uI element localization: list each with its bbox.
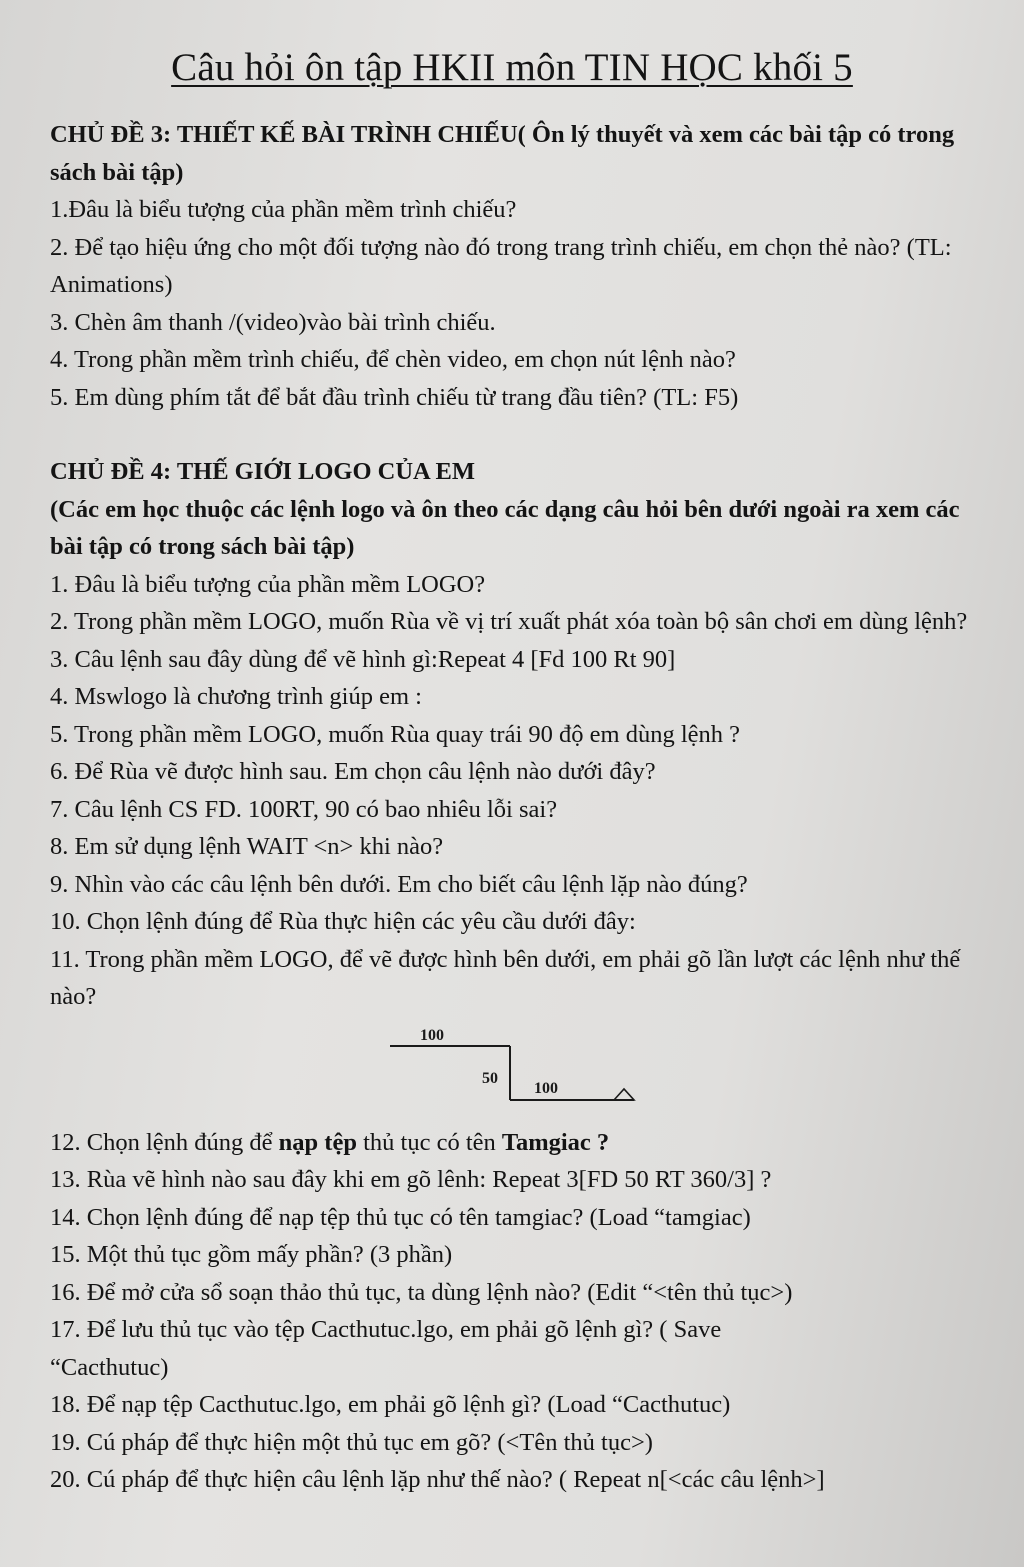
turtle-icon (614, 1089, 634, 1100)
section4-question-4: 4. Mswlogo là chương trình giúp em : (50, 683, 422, 710)
section4-question-3: 3. Câu lệnh sau đây dùng để vẽ hình gì:Repeat 4 [Fd 100 Rt 90] (50, 645, 676, 673)
q12-bold-2: Tamgiac ? (501, 1128, 610, 1156)
section4-question-9: 9. Nhìn vào các câu lệnh bên dưới. Em cho biết câu lệnh lặp nào đúng? (50, 870, 748, 898)
section4-question-16: 16. Để mở cửa sổ soạn thảo thủ tục, ta dùng lệnh nào? (Edit “<tên thủ tục>) (50, 1278, 793, 1306)
section4-question-12 (50, 1124, 970, 1162)
section4-question-11: 11. Trong phần mềm LOGO, để vẽ được hình bên dưới, em phải gõ lần lượt các lệnh như thế nào? (50, 945, 961, 1010)
section4-question-20: 20. Cú pháp để thực hiện câu lệnh lặp như thế nào? ( Repeat n[<các câu lệnh>] (50, 1466, 825, 1493)
section3-question-5: 5. Em dùng phím tắt để bắt đầu trình chiếu từ trang đầu tiên? (TL: F5) (50, 383, 739, 411)
section4-question-15: 15. Một thủ tục gồm mấy phần? (3 phần) (50, 1241, 453, 1268)
section4-question-10: 10. Chọn lệnh đúng để Rùa thực hiện các yêu cầu dưới đây: (50, 908, 636, 935)
section4-question-17: 17. Để lưu thủ tục vào tệp Cacthutuc.lgo, em phải gõ lệnh gì? ( Save “Cacthutuc) (50, 1316, 722, 1381)
logo-path-diagram (386, 1016, 646, 1124)
section4-question-7: 7. Câu lệnh CS FD. 100RT, 90 có bao nhiêu lỗi sai? (50, 795, 558, 823)
q12-text-1: 12. Chọn lệnh đúng để (50, 1128, 279, 1156)
label-top-length: 100 (420, 1026, 444, 1044)
section4-question-18: 18. Để nạp tệp Cacthutuc.lgo, em phải gõ lệnh gì? (Load “Cacthutuc) (50, 1391, 731, 1418)
section4-question-5: 5. Trong phần mềm LOGO, muốn Rùa quay trái 90 độ em dùng lệnh ? (50, 720, 741, 748)
section3-question-1: 1.Đâu là biểu tượng của phần mềm trình chiếu? (50, 196, 517, 223)
section4-question-13: 13. Rùa vẽ hình nào sau đây khi em gõ lênh: Repeat 3[FD 50 RT 360/3] ? (50, 1166, 772, 1193)
document-body (50, 116, 970, 1499)
section3-question-2: 2. Để tạo hiệu ứng cho một đối tượng nào đó trong trang trình chiếu, em chọn thẻ nào? (TL: Animations) (50, 233, 952, 298)
section4-question-1: 1. Đâu là biểu tượng của phần mềm LOGO? (50, 570, 486, 598)
logo-path-figure (50, 1016, 970, 1124)
q12-bold-1: nạp tệp (278, 1128, 357, 1156)
section3-question-3: 3. Chèn âm thanh /(video)vào bài trình chiếu. (50, 308, 496, 336)
section4-question-2: 2. Trong phần mềm LOGO, muốn Rùa về vị trí xuất phát xóa toàn bộ sân chơi em dùng lệnh? (50, 608, 968, 635)
section4-heading: CHỦ ĐỀ 4: THẾ GIỚI LOGO CỦA EM (50, 458, 475, 485)
section4-subheading: (Các em học thuộc các lệnh logo và ôn theo các dạng câu hỏi bên dưới ngoài ra xem các bài tập có trong sách bài tập) (50, 495, 960, 560)
section4-question-8: 8. Em sử dụng lệnh WAIT <n> khi nào? (50, 833, 444, 860)
page-title: Câu hỏi ôn tập HKII môn TIN HỌC khối 5 (171, 46, 853, 89)
section3-question-4: 4. Trong phần mềm trình chiếu, để chèn video, em chọn nút lệnh nào? (50, 346, 736, 373)
section4-question-14: 14. Chọn lệnh đúng để nạp tệp thủ tục có tên tamgiac? (Load “tamgiac) (50, 1203, 751, 1231)
label-bottom-length: 100 (534, 1079, 558, 1097)
section3-heading: CHỦ ĐỀ 3: THIẾT KẾ BÀI TRÌNH CHIẾU( Ôn lý thuyết và xem các bài tập có trong sách bài tập) (50, 121, 955, 186)
q12-text-2: thủ tục có tên (356, 1128, 502, 1156)
label-vertical-length: 50 (482, 1069, 498, 1087)
section4-question-19: 19. Cú pháp để thực hiện một thủ tục em gõ? (<Tên thủ tục>) (50, 1428, 653, 1456)
section-spacer (50, 416, 970, 453)
section4-question-6: 6. Để Rùa vẽ được hình sau. Em chọn câu lệnh nào dưới đây? (50, 758, 656, 785)
